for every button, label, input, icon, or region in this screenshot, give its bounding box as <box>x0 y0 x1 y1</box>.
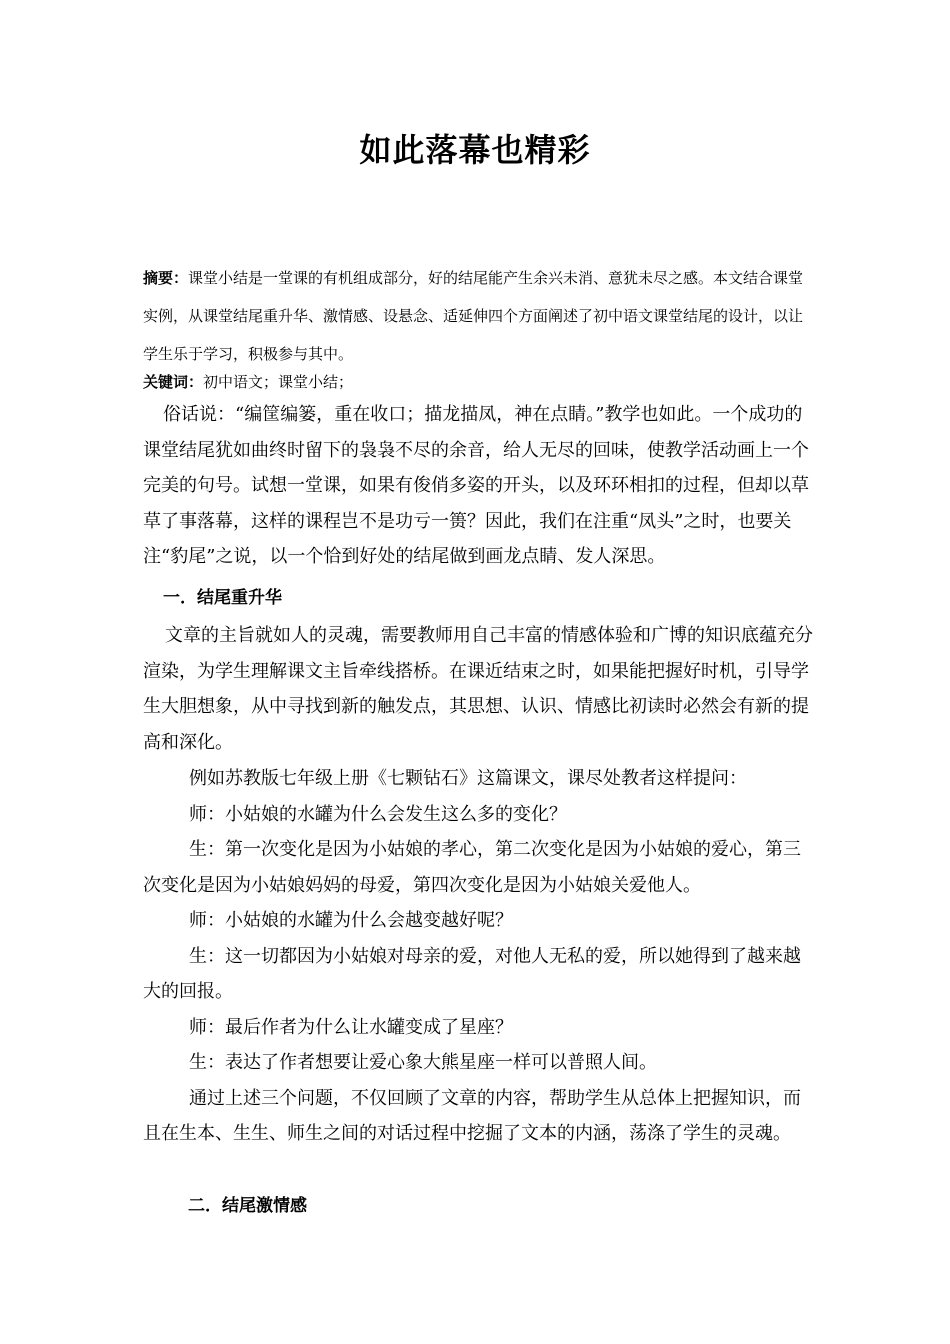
abstract-text: 课堂小结是一堂课的有机组成部分，好的结尾能产生余兴未消、意犹未尽之感。本文结合课堂实例，从课堂结尾重升华、激情感、设悬念、适延伸四个方面阐述了初中语文课堂结尾的设计，以让学生乐于学习，积极参与其中。 <box>143 269 804 363</box>
document-title: 如此落幕也精彩 <box>359 131 591 169</box>
section-1-heading: 一．结尾重升华 <box>163 588 282 608</box>
keywords-text: 初中语文；课堂小结； <box>203 373 354 391</box>
section-2-heading: 二．结尾激情感 <box>188 1196 307 1216</box>
intro-paragraph: 俗话说：“编筐编篓，重在收口；描龙描凤，神在点睛。”教学也如此。一个成功的课堂结尾犹如曲终时留下的袅袅不尽的余音，给人无尽的回味，使教学活动画上一个完美的句号。试想一堂课，如果有俊俏多姿的开头，以及环环相扣的过程，但却以草草了事落幕，这样的课程岂不是功亏一篑？因此，我们在注重“凤头”之时，也要关注“豹尾”之说，以一个恰到好处的结尾做到画龙点睛、发人深思。 <box>143 404 809 567</box>
dialogue-line: 师：小姑娘的水罐为什么会越变越好呢？ <box>189 910 513 931</box>
keywords-label: 关键词： <box>143 373 204 391</box>
section-1-example <box>143 761 813 1152</box>
example-line: 例如苏教版七年级上册《七颗钻石》这篇课文，课尽处教者这样提问： <box>189 768 747 789</box>
dialogue-line: 师：最后作者为什么让水罐变成了星座？ <box>189 1016 513 1038</box>
section-1-paragraph: 文章的主旨就如人的灵魂，需要教师用自己丰富的情感体验和广博的知识底蕴充分渲染，为学生理解课文主旨牵线搭桥。在课近结束之时，如果能把握好时机，引导学生大胆想象，从中寻找到新的触发点，其思想、认识、情感比初读时必然会有新的提高和深化。 <box>143 625 813 753</box>
abstract <box>143 259 813 373</box>
dialogue-line: 师：小姑娘的水罐为什么会发生这么多的变化？ <box>189 803 567 825</box>
keywords <box>143 365 813 399</box>
summary-line: 通过上述三个问题，不仅回顾了文章的内容，帮助学生从总体上把握知识，而且在生本、生生、师生之间的对话过程中挖掘了文本的内涵，荡涤了学生的灵魂。 <box>143 1087 801 1144</box>
dialogue-line: 生：这一切都因为小姑娘对母亲的爱，对他人无私的爱，所以她得到了越来越大的回报。 <box>143 945 801 1002</box>
dialogue-line: 生：第一次变化是因为小姑娘的孝心，第二次变化是因为小姑娘的爱心，第三次变化是因为小姑娘妈妈的母爱，第四次变化是因为小姑娘关爱他人。 <box>143 839 801 896</box>
dialogue-line: 生：表达了作者想要让爱心象大熊星座一样可以普照人间。 <box>189 1052 657 1073</box>
abstract-label: 摘要： <box>143 269 189 287</box>
